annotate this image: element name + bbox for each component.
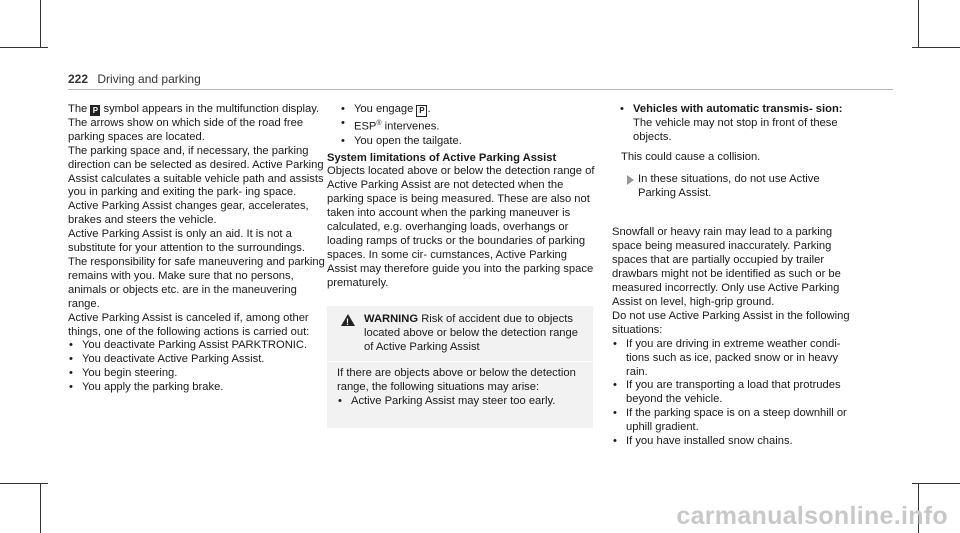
- crop-mark: [918, 0, 919, 48]
- page-header: [68, 72, 201, 86]
- arrow-right-icon: [627, 175, 634, 185]
- list-item: • You engage P .: [341, 103, 431, 115]
- crop-mark: [0, 483, 48, 484]
- crop-mark: [912, 47, 960, 48]
- bullet-icon: •: [69, 381, 73, 394]
- bullet-icon: •: [338, 394, 342, 407]
- warning-title: WARNING: [364, 313, 419, 325]
- list-item: • If you are driving in extreme weather condi- tions such as ice, packed snow or in heavy rain.: [613, 337, 841, 378]
- bullet-icon: •: [341, 134, 345, 147]
- warning-body: If there are objects above or below the detection range, the following situations may arise:: [337, 366, 576, 393]
- list-item: • Active Parking Assist may steer too early.: [338, 394, 556, 407]
- parking-symbol-icon: P: [90, 105, 100, 116]
- watermark: carmanualsonline.info: [676, 502, 948, 530]
- bullet-icon: •: [613, 407, 617, 420]
- warning-box: [327, 306, 593, 428]
- list-item: • You deactivate Parking Assist PARKTRONIC.: [69, 339, 308, 352]
- bullet-icon: •: [613, 379, 617, 392]
- list-item: • You begin steering.: [69, 367, 178, 380]
- paragraph: Snowfall or heavy rain may lead to a parking space being measured inaccurately. Parking spaces that are partially occupied by trailer drawbars might not be identified as such or be measured incorrectly. Only use Active Parking Assist on level, high-grip ground.: [612, 226, 841, 308]
- crop-mark: [40, 0, 41, 48]
- list-item: • If the parking space is on a steep downhill or uphill gradient.: [613, 407, 847, 434]
- list-item: • If you have installed snow chains.: [613, 435, 793, 448]
- bullet-icon: •: [620, 103, 624, 115]
- bullet-icon: •: [613, 337, 617, 350]
- list-item: • ESP® intervenes.: [341, 117, 440, 133]
- crop-mark: [912, 483, 960, 484]
- list-item: • If you are transporting a load that protrudes beyond the vehicle.: [613, 379, 841, 406]
- warning-icon: [341, 314, 355, 326]
- paragraph: Do not use Active Parking Assist in the following situations:: [612, 309, 850, 336]
- column-right: [612, 103, 852, 449]
- crop-mark: [40, 483, 41, 533]
- list-item: • You deactivate Active Parking Assist.: [69, 353, 265, 366]
- paragraph: This could cause a collision.: [621, 150, 761, 163]
- list-item: • You open the tailgate.: [341, 134, 462, 147]
- paragraph: The parking space and, if necessary, the parking direction can be selected as desired. Active Parking Assist calculates a suitable vehicle path and assists you in parking and exiting the park- ing space.: [68, 144, 324, 199]
- bullet-icon: •: [69, 339, 73, 352]
- section-heading: System limitations of Active Parking Assist: [327, 151, 557, 164]
- instruction: In these situations, do not use Active Parking Assist.: [621, 173, 852, 201]
- warning-text: Risk of accident due to objects located above or below the detection range of Active Parking Assist: [364, 313, 578, 353]
- column-left: [68, 103, 326, 395]
- paragraph: Active Parking Assist is only an aid. It is not a substitute for your attention to the surroundings. The responsibility for safe maneuvering and parking remains with you. Make sure that no persons, animals or objects etc. are in the maneuvering range.: [68, 228, 325, 310]
- list-item: • Vehicles with automatic transmis- sion: The vehicle may not stop in front of these objects.: [620, 103, 843, 143]
- section-title: Driving and parking: [97, 72, 201, 86]
- list-item: • You apply the parking brake.: [69, 381, 224, 394]
- paragraph: Objects located above or below the detection range of Active Parking Assist are not detected when the parking space is being measured. These are also not taken into account when the parking maneuver is calculated, e.g. overhanging loads, overhangs or loading ramps of trucks or the boundaries of parking spaces. In some cir- cumstances, Active Parking Assist may therefore guide you into the parking space prematurely.: [327, 165, 595, 289]
- bullet-icon: •: [613, 435, 617, 448]
- column-middle: [327, 103, 595, 291]
- intro-paragraph: The P symbol appears in the multifunction display. The arrows show on which side of the road free parking spaces are located.: [68, 103, 320, 143]
- paragraph: Active Parking Assist changes gear, accelerates, brakes and steers the vehicle.: [68, 200, 309, 227]
- paragraph: Active Parking Assist is canceled if, among other things, one of the following actions is carried out:: [68, 311, 310, 338]
- bullet-icon: •: [69, 367, 73, 380]
- park-position-icon: P: [416, 105, 427, 117]
- bullet-icon: •: [341, 117, 345, 129]
- bullet-icon: •: [341, 103, 345, 115]
- bullet-icon: •: [69, 353, 73, 366]
- page-number: 222: [68, 72, 89, 86]
- header-divider: [68, 89, 893, 90]
- crop-mark: [0, 47, 48, 48]
